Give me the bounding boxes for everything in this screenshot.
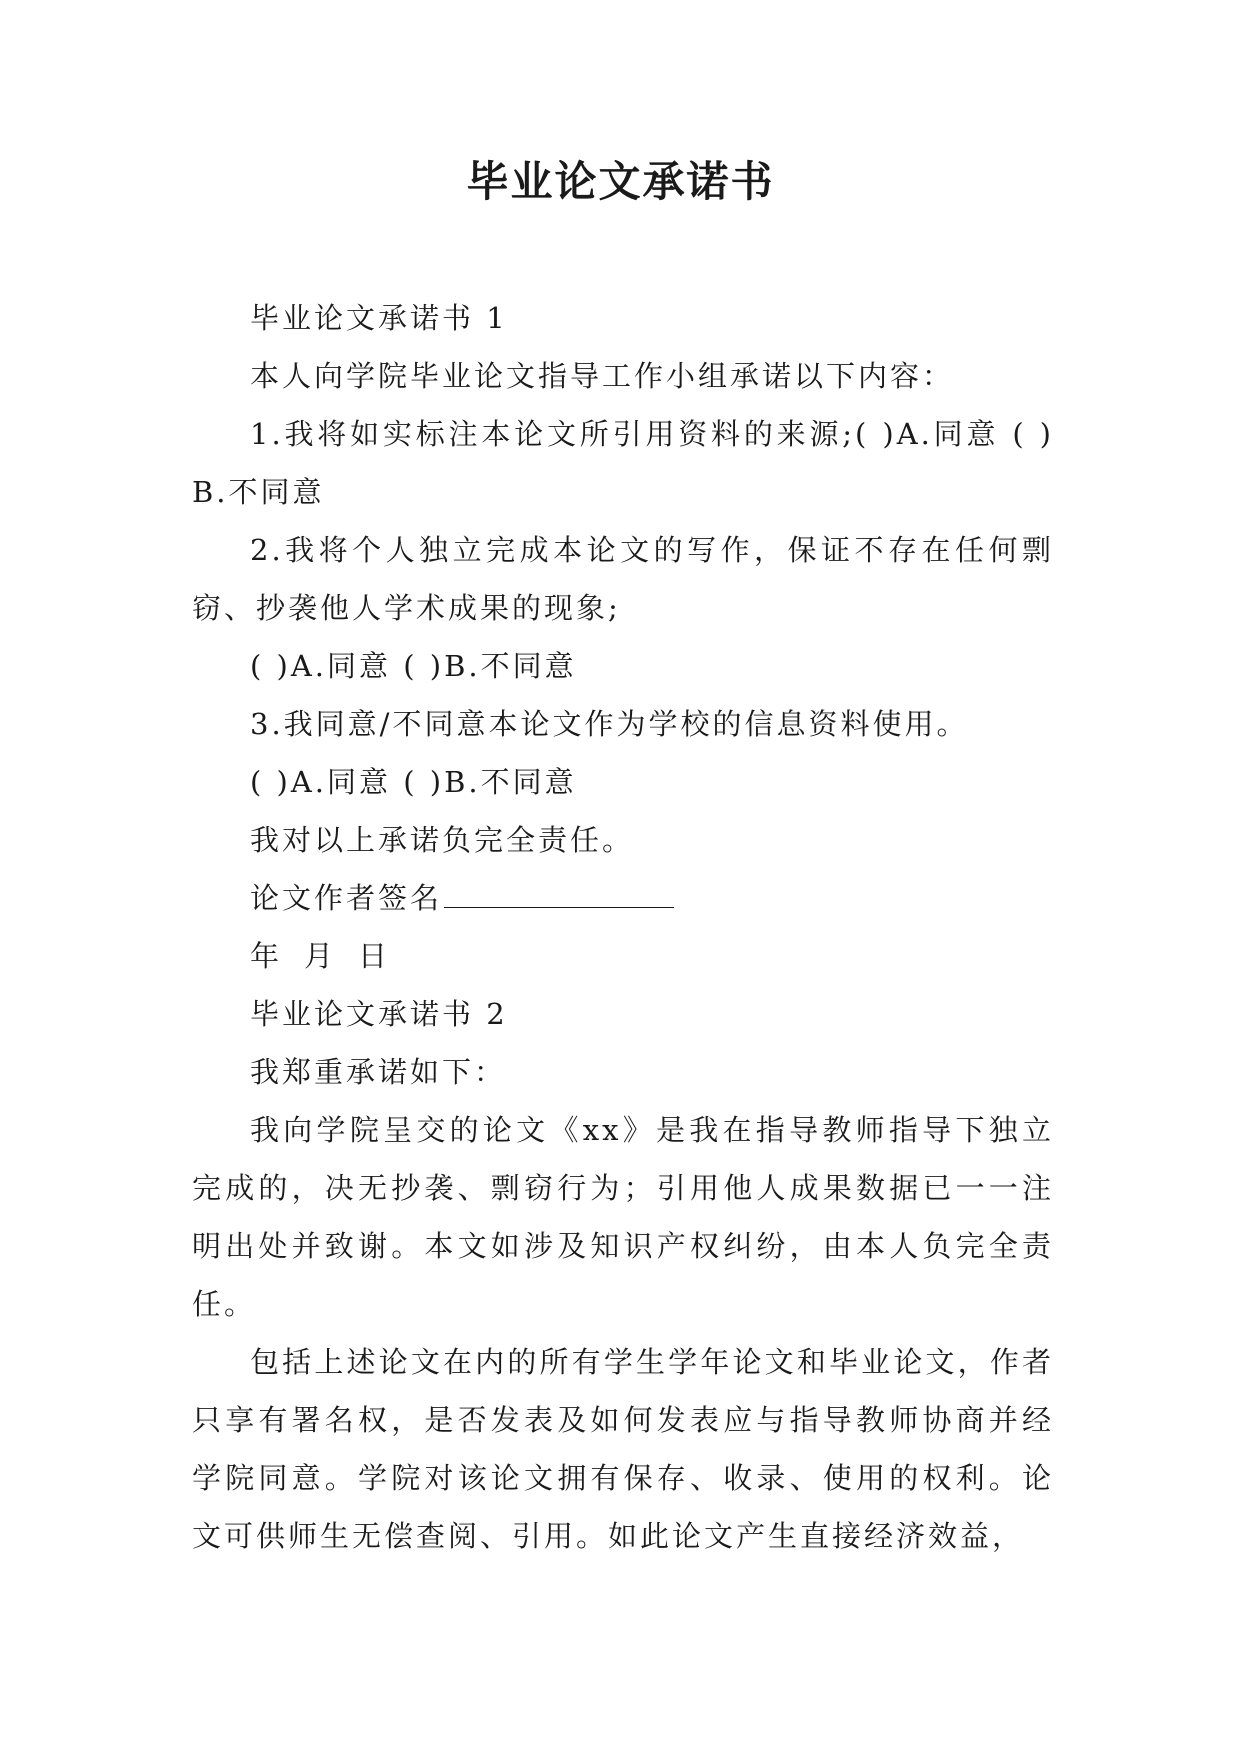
date-month: 月 bbox=[304, 939, 337, 973]
paragraph: 我郑重承诺如下： bbox=[250, 1055, 507, 1089]
signature-line bbox=[444, 875, 674, 908]
section-heading-1: 毕业论文承诺书 1 bbox=[250, 301, 508, 335]
date-day: 日 bbox=[358, 939, 391, 973]
paragraph: 我向学院呈交的论文《xx》是我在指导教师指导下独立完成的，决无抄袭、剽窃行为；引用他人成果数据已一一注明出处并致谢。本文如涉及知识产权纠纷，由本人负完全责任。 bbox=[192, 1113, 1054, 1321]
paragraph: 包括上述论文在内的所有学生学年论文和毕业论文，作者只享有署名权，是否发表及如何发表应与指导教师协商并经学院同意。学院对该论文拥有保存、收录、使用的权利。论文可供师生无偿查阅、引用。如此论文产生直接经济效益， bbox=[192, 1345, 1054, 1553]
document-title: 毕业论文承诺书 bbox=[466, 157, 775, 206]
paragraph: 2.我将个人独立完成本论文的写作，保证不存在任何剽窃、抄袭他人学术成果的现象; bbox=[192, 533, 1054, 625]
paragraph: 本人向学院毕业论文指导工作小组承诺以下内容： bbox=[250, 359, 955, 393]
paragraph: ( )A.同意 ( )B.不同意 bbox=[250, 649, 577, 683]
signature-label: 论文作者签名 bbox=[250, 881, 443, 915]
date-row bbox=[192, 927, 1054, 985]
paragraph: 3.我同意/不同意本论文作为学校的信息资料使用。 bbox=[250, 707, 969, 741]
paragraph: 1.我将如实标注本论文所引用资料的来源;( )A.同意 ( )B.不同意 bbox=[192, 417, 1054, 509]
document-body bbox=[192, 289, 1054, 1565]
section-heading-2: 毕业论文承诺书 2 bbox=[250, 997, 508, 1031]
date-year: 年 bbox=[250, 939, 283, 973]
paragraph: 我对以上承诺负完全责任。 bbox=[250, 823, 635, 857]
paragraph: ( )A.同意 ( )B.不同意 bbox=[250, 765, 577, 799]
signature-row bbox=[192, 869, 1054, 927]
